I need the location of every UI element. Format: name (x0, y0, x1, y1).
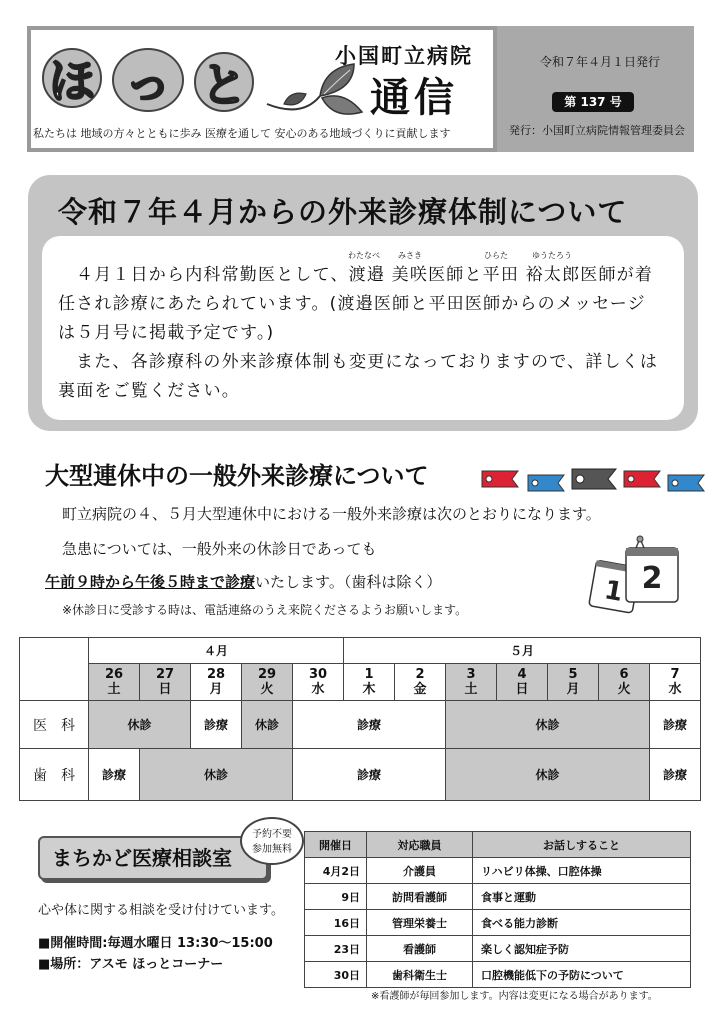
phone-note: ※休診日に受診する時は、電話連絡のうえ来院くださるようお願いします。 (62, 603, 468, 617)
col-header-topic: お話しすること (473, 832, 691, 858)
consultation-time: ■開催時間:毎週水曜日 13:30～15:00 (38, 936, 273, 951)
table-row: 9日 訪問看護師 食事と運動 (305, 884, 691, 910)
consultation-place: ■場所：アスモ ほっとコーナー (38, 957, 224, 972)
notice-line-2: 任され診療にあたられています。(渡邉医師と平田医師からのメッセージ (58, 294, 646, 314)
dental-closed-cell: 休診 (140, 749, 293, 801)
calendar-icon-number-1: 1 (601, 575, 626, 608)
issue-date: 令和７年４月１日発行 (539, 55, 660, 69)
holiday-paragraph-3 (45, 571, 441, 592)
col-header-date: 開催日 (305, 832, 367, 858)
calendar-icon-number-2: 2 (641, 561, 663, 596)
emergency-note: いたします。（歯科は除く） (255, 573, 442, 591)
logo-char-3: と (194, 52, 254, 112)
day-cell: 29 火 (242, 664, 293, 701)
day-cell: 5 月 (548, 664, 599, 701)
issue-number: 第 137 号 (552, 92, 634, 112)
consultation-description: 心や体に関する相談を受け付けています。 (38, 903, 284, 918)
ruby-watanabe: わたなべ (348, 251, 380, 260)
day-cell: 2 金 (395, 664, 446, 701)
ruby-hirata: ひらた (484, 251, 508, 260)
holiday-section-title: 大型連休中の一般外来診療について (45, 462, 429, 490)
consultation-title: まちかど医療相談室 (38, 836, 268, 880)
notice-line-3: は５月号に掲載予定です。) (58, 323, 275, 343)
day-cell: 27 日 (140, 664, 191, 701)
table-row: 16日 管理栄養士 食べる能力診断 (305, 910, 691, 936)
hospital-motto: 私たちは 地域の方々とともに歩み 医療を通して 安心のある地域づくりに貢献します (33, 127, 451, 140)
ruby-misaki: みさき (398, 251, 422, 260)
logo-char-1: ほ (42, 48, 102, 108)
emergency-hours: 午前９時から午後５時まで診療 (45, 573, 256, 591)
day-cell: 28 月 (191, 664, 242, 701)
day-cell: 4 日 (497, 664, 548, 701)
month-april: ４月 (89, 638, 344, 664)
holiday-schedule-table (19, 637, 701, 801)
dental-open-cell: 診療 (650, 749, 701, 801)
dental-open-cell: 診療 (293, 749, 446, 801)
notice-line-1: ４月１日から内科常勤医として、渡邉 美咲医師と平田 裕太郎医師が着 (76, 265, 654, 285)
consultation-schedule-table (304, 831, 691, 988)
free-no-reservation-badge: 予約不要 参加無料 (240, 817, 304, 865)
day-cell: 30 水 (293, 664, 344, 701)
medical-closed-cell: 休診 (446, 701, 650, 749)
table-row: 23日 看護師 楽しく認知症予防 (305, 936, 691, 962)
col-header-staff: 対応職員 (367, 832, 473, 858)
row-label-dental: 歯 科 (20, 749, 89, 801)
schedule-footnote: ※看護師が毎回参加します。内容は変更になる場合があります。 (371, 991, 658, 1002)
logo-char-2: っ (112, 48, 184, 112)
day-cell: 1 木 (344, 664, 395, 701)
table-corner-cell (20, 638, 89, 701)
carp-streamer-icon (480, 463, 710, 497)
table-row: 4月2日 介護員 リハビリ体操、口腔体操 (305, 858, 691, 884)
day-cell: 3 土 (446, 664, 497, 701)
medical-open-cell: 診療 (650, 701, 701, 749)
publisher: 発行：小国町立病院情報管理委員会 (509, 124, 685, 137)
month-may: ５月 (344, 638, 701, 664)
row-label-medical: 医 科 (20, 701, 89, 749)
medical-open-cell: 診療 (191, 701, 242, 749)
medical-open-cell: 診療 (293, 701, 446, 749)
day-cell: 7 水 (650, 664, 701, 701)
notice-line-5: 裏面をご覧ください。 (58, 381, 240, 401)
medical-closed-cell: 休診 (242, 701, 293, 749)
hospital-name: 小国町立病院 (335, 44, 473, 68)
newsletter-title: 通信 (370, 75, 458, 121)
table-row: 30日 歯科衛生士 口腔機能低下の予防について (305, 962, 691, 988)
notice-title: 令和７年４月からの外来診療体制について (58, 195, 628, 229)
calendar-icon (586, 534, 690, 618)
notice-line-4: また、各診療科の外来診療体制も変更になっておりますので、詳しくは (76, 352, 659, 372)
dental-open-cell: 診療 (89, 749, 140, 801)
day-cell: 6 火 (599, 664, 650, 701)
holiday-paragraph-2: 急患については、一般外来の休診日であっても (62, 540, 377, 558)
ruby-yutaro: ゆうたろう (532, 251, 572, 260)
holiday-paragraph-1: 町立病院の４、５月大型連休中における一般外来診療は次のとおりになります。 (62, 505, 601, 523)
dental-closed-cell: 休診 (446, 749, 650, 801)
medical-closed-cell: 休診 (89, 701, 191, 749)
day-cell: 26 土 (89, 664, 140, 701)
